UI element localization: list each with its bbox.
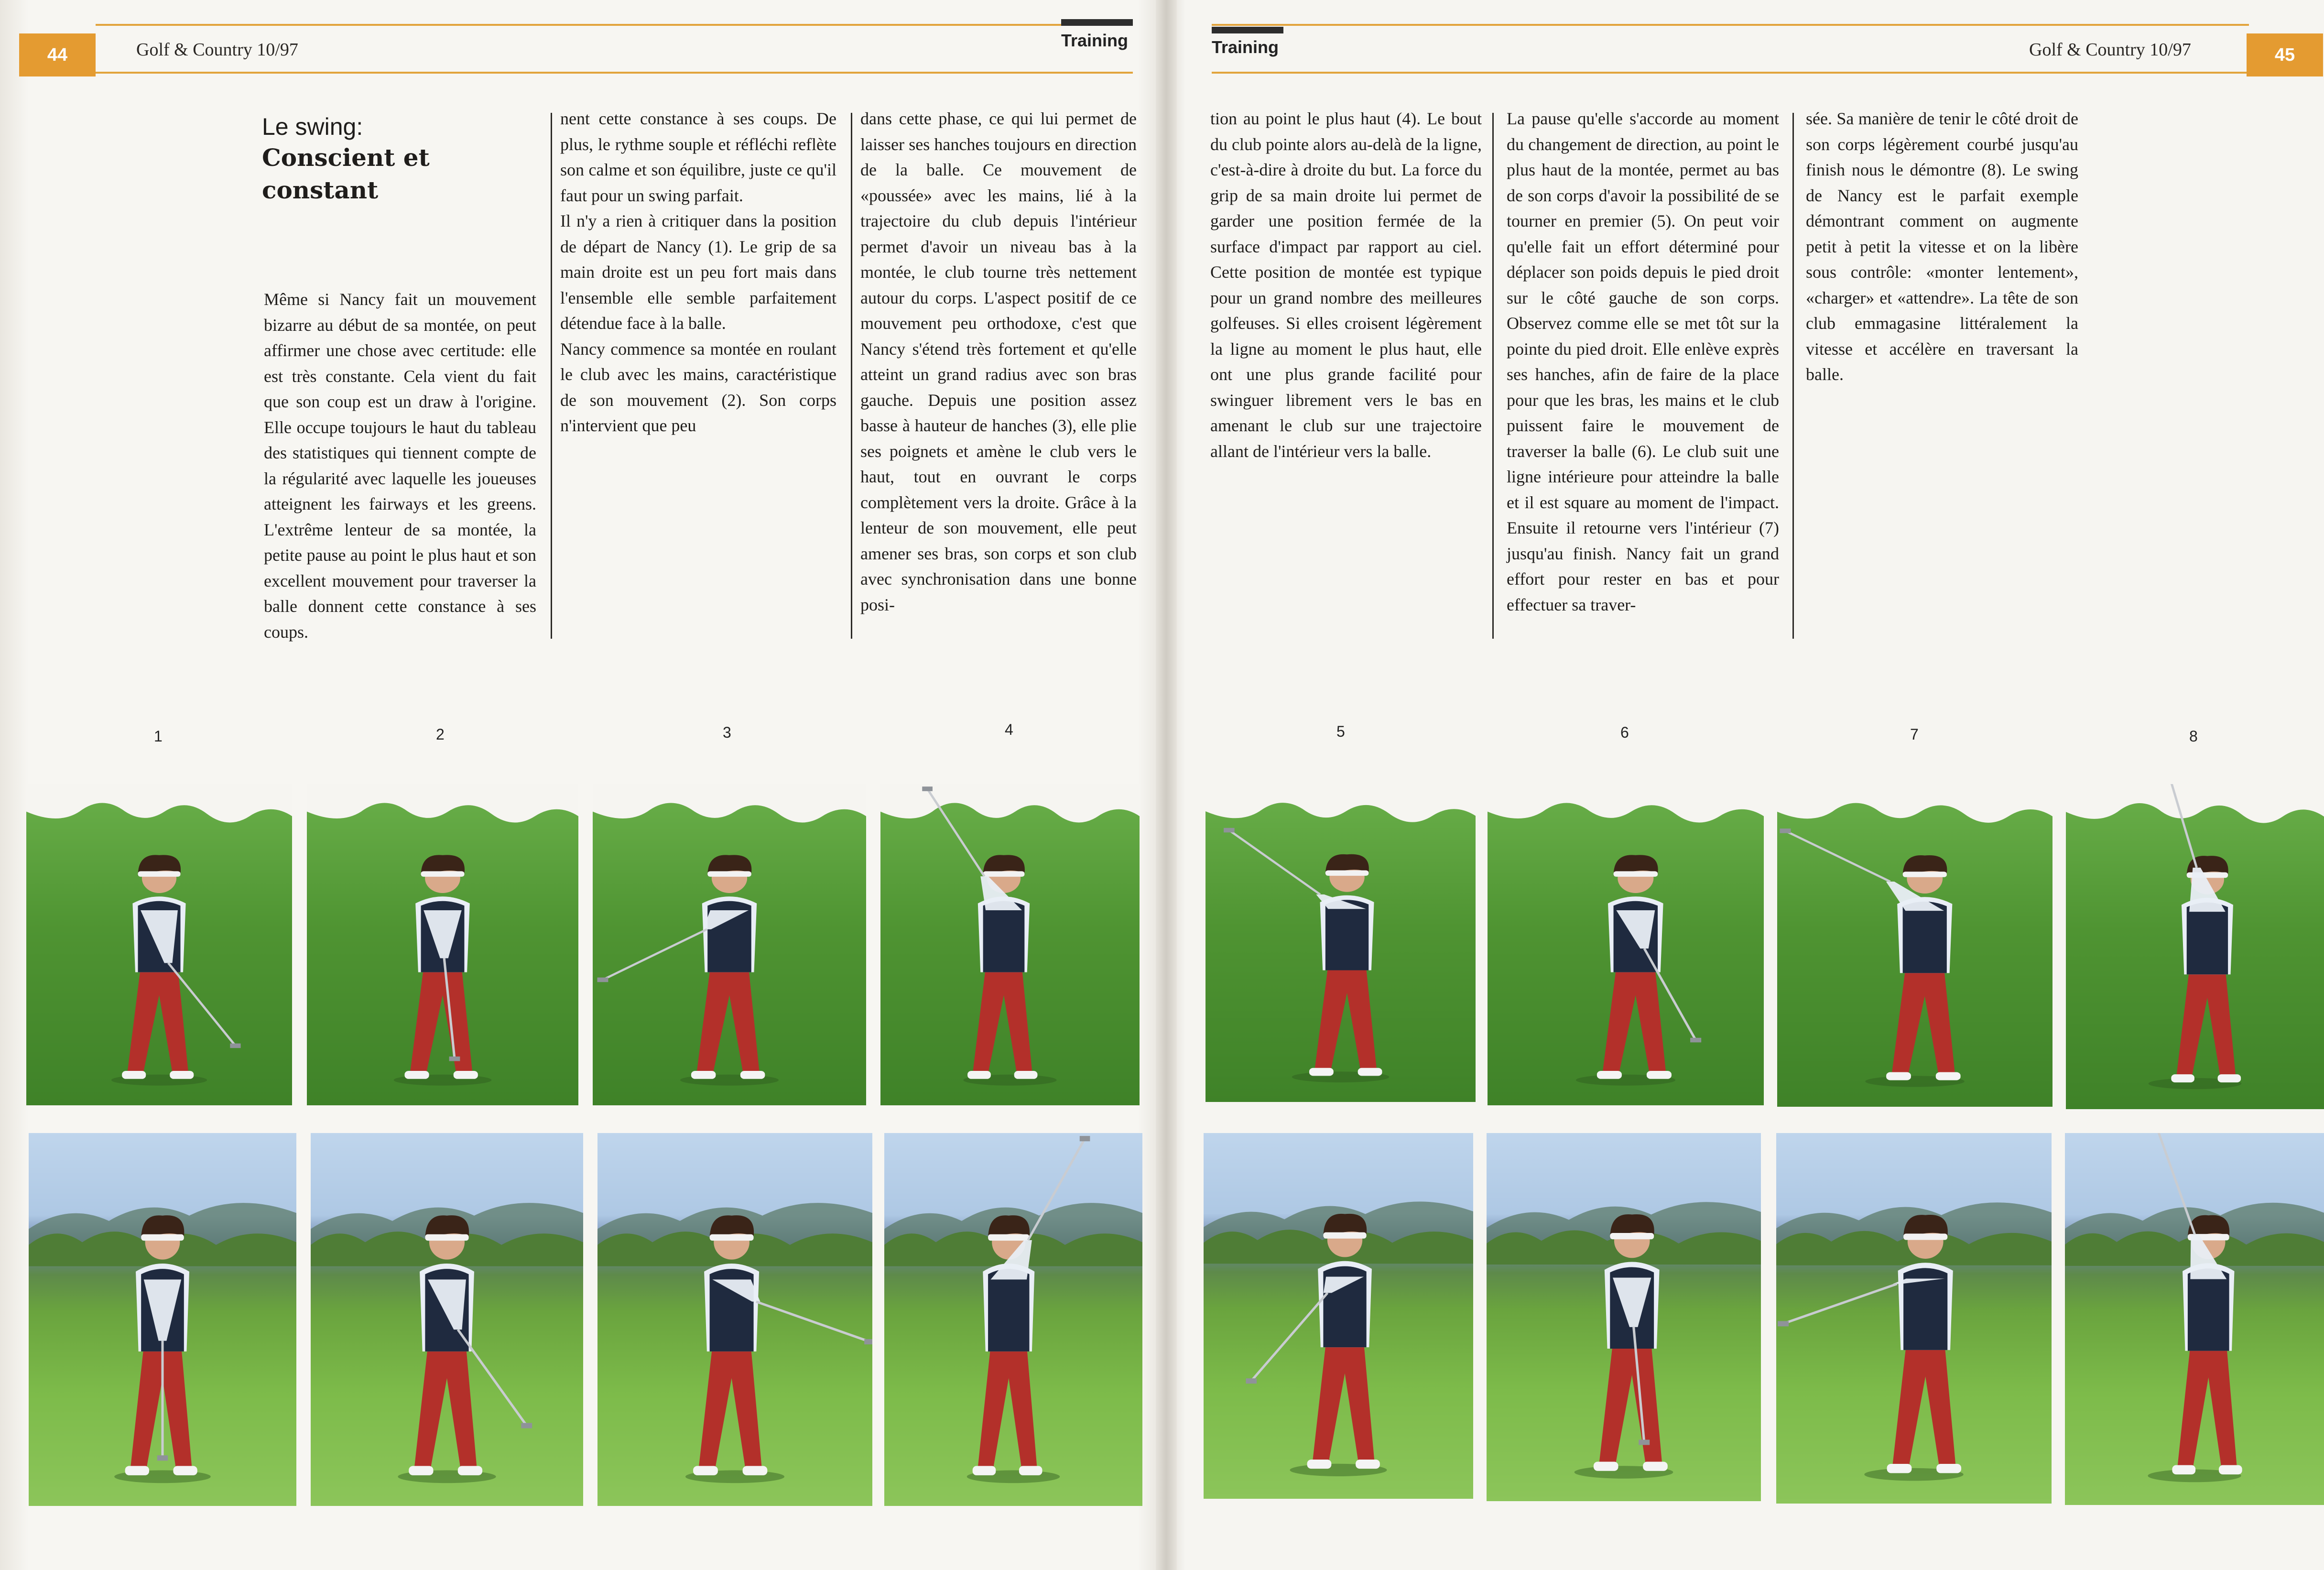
article-column-1 [264, 287, 536, 645]
article-column-5 [1507, 106, 1779, 618]
article-column-3 [860, 106, 1137, 618]
golfer-bottom-2 [311, 1133, 583, 1506]
spine-gutter [1156, 0, 1177, 1570]
golfer-bottom-8 [2065, 1133, 2324, 1505]
golfer-top-5 [1205, 784, 1476, 1102]
golfer-bottom-3 [597, 1133, 872, 1506]
column-rule-2 [851, 113, 852, 639]
photo-bottom-1 [29, 1133, 296, 1506]
golfer-top-3 [593, 784, 866, 1105]
photo-top-1 [26, 784, 292, 1105]
golfer-bottom-5 [1204, 1133, 1473, 1499]
golfer-top-4 [880, 784, 1140, 1105]
photo-top-3 [593, 784, 866, 1105]
golfer-top-8 [2066, 784, 2324, 1109]
column-2-paragraph-2: Il n'y a rien à critiquer dans la position de départ de Nancy (1). Le grip de sa main droite est un peu fort mais dans l'ensemble elle semble parfaitement détendue face à la balle. [560, 211, 836, 333]
golfer-top-6 [1488, 784, 1764, 1105]
page-number-left: 44 [19, 33, 96, 76]
article-column-4 [1210, 106, 1482, 464]
photo-bottom-8 [2065, 1133, 2324, 1505]
golfer-top-2 [307, 784, 578, 1105]
article-column-2 [560, 106, 836, 439]
frame-label-6: 6 [1620, 724, 1629, 741]
photo-top-8 [2066, 784, 2324, 1109]
page-number-right: 45 [2247, 33, 2323, 76]
photo-top-5 [1205, 784, 1476, 1102]
header-rule-bottom-left [96, 72, 1133, 74]
photo-top-6 [1488, 784, 1764, 1105]
golfer-bottom-4 [884, 1133, 1142, 1506]
photo-top-2 [307, 784, 578, 1105]
column-rule-1 [551, 113, 552, 639]
column-3-text: dans cette phase, ce qui lui permet de laisser ses hanches toujours en direction de la balle. Ce mouvement de «poussée» avec les mains, lié à la trajectoire du club depuis l'intérieur permet d'avoir un niveau bas à la montée, le club tourne très nettement autour du corps. L'aspect positif de ce mouvement peu orthodoxe, c'est que Nancy s'étend très fortement et qu'elle atteint un grand radius avec son bras gauche. Depuis une position assez basse à hauteur de hanches (3), elle plie ses poignets et amène le club vers le haut, tout en ouvrant le corps complètement vers la droite. Grâce à la lenteur de son mouvement, elle peut amener ses bras, son corps et son club avec synchronisation dans une bonne posi- [860, 109, 1137, 614]
section-tag-left: Training [1061, 31, 1129, 50]
column-5-text: La pause qu'elle s'accorde au moment du changement de direction, au point le plus haut de la montée, permet au bas de son corps d'avoir la possibilité de se tourner en premier (5). On peut voir qu'elle fait un effort déterminé pour déplacer son poids depuis le pied droit sur le côté gauche de son corps. Observez comme elle se met tôt sur la pointe du pied droit. Elle enlève exprès ses hanches, afin de faire de la place pour que les bras, les mains et le club puissent faire le mouvement de traverser la balle (6). Le club suit une ligne intérieure pour atteindre la balle et il est square au moment de l'impact. Ensuite il retourne vers l'intérieur (7) jusqu'au finish. Nancy fait un grand effort pour rester en bas et pour effectuer sa traver- [1507, 109, 1779, 614]
header-rule-top-left [96, 24, 1133, 26]
photo-bottom-2 [311, 1133, 583, 1506]
photo-bottom-7 [1776, 1133, 2052, 1504]
golfer-top-7 [1777, 784, 2053, 1107]
column-4-text: tion au point le plus haut (4). Le bout du club pointe alors au-delà de la ligne, c'est-à-dire à droite du but. La force du grip de sa main droite lui permet de garder une position fermée de la surface d'impact par rapport au ciel. Cette position de montée est typique pour un grand nombre des meilleures golfeuses. Si elles croisent légèrement la ligne au moment le plus haut, elle ont une plus grande facilité pour swinguer librement vers le bas en amenant le club sur une trajectoire allant de l'intérieur vers la balle. [1210, 109, 1482, 461]
column-2-paragraph-1: nent cette constance à ses coups. De plus, le rythme souple et réfléchi reflète son calme et son équilibre, juste ce qu'il faut pour un swing parfait. [560, 109, 836, 205]
header-rule-bottom-right [1212, 72, 2249, 74]
golfer-bottom-6 [1487, 1133, 1761, 1501]
photo-bottom-5 [1204, 1133, 1473, 1499]
frame-label-8: 8 [2189, 728, 2198, 745]
photo-bottom-4 [884, 1133, 1142, 1506]
column-rule-3 [1492, 113, 1494, 639]
magazine-name-right: Golf & Country 10/97 [2029, 40, 2191, 60]
photo-top-7 [1777, 784, 2053, 1107]
frame-label-1: 1 [154, 728, 163, 745]
magazine-name-left: Golf & Country 10/97 [136, 40, 298, 60]
column-6-text: sée. Sa manière de tenir le côté droit de son corps légèrement courbé jusqu'au finish nous le démontre (8). Le swing de Nancy est le parfait exemple démontrant comment on augmente petit à petit la vitesse et on la libère sous contrôle: «monter lentement», «charger» et «attendre». La tête de son club emmagasine littéralement la vitesse et accélère en traversant la balle. [1806, 109, 2078, 384]
golfer-bottom-1 [29, 1133, 296, 1506]
column-rule-4 [1792, 113, 1794, 639]
section-bar-right [1212, 27, 1283, 33]
section-bar-left [1061, 19, 1133, 26]
header-rule-top-right [1212, 24, 2249, 26]
article-title: Conscient et constant [262, 143, 430, 204]
frame-label-7: 7 [1910, 726, 1919, 743]
photo-bottom-6 [1487, 1133, 1761, 1501]
frame-label-2: 2 [436, 726, 445, 743]
article-column-6 [1806, 106, 2078, 388]
photo-bottom-3 [597, 1133, 872, 1506]
frame-label-4: 4 [1005, 721, 1013, 738]
golfer-bottom-7 [1776, 1133, 2052, 1504]
photo-top-4 [880, 784, 1140, 1105]
column-2-paragraph-3: Nancy commence sa montée en roulant le club avec les mains, caractéristique de son mouvement (2). Son corps n'intervient que peu [560, 339, 836, 435]
column-1-text: Même si Nancy fait un mouvement bizarre au début de sa montée, on peut affirmer une chose avec certitude: elle est très constante. Cela vient du fait que son coup est un draw à l'origine. Elle occupe toujours le haut du tableau des statistiques qui tiennent compte de la régularité avec laquelle les joueuses atteignent les fairways et les greens. L'extrême lenteur de sa montée, la petite pause au point le plus haut et son excellent mouvement pour traverser la balle donnent cette constance à ses coups. [264, 290, 536, 642]
frame-label-5: 5 [1336, 723, 1345, 740]
section-tag-right: Training [1212, 37, 1279, 57]
frame-label-3: 3 [723, 724, 731, 741]
golfer-top-1 [26, 784, 292, 1105]
article-kicker: Le swing: [262, 113, 363, 140]
